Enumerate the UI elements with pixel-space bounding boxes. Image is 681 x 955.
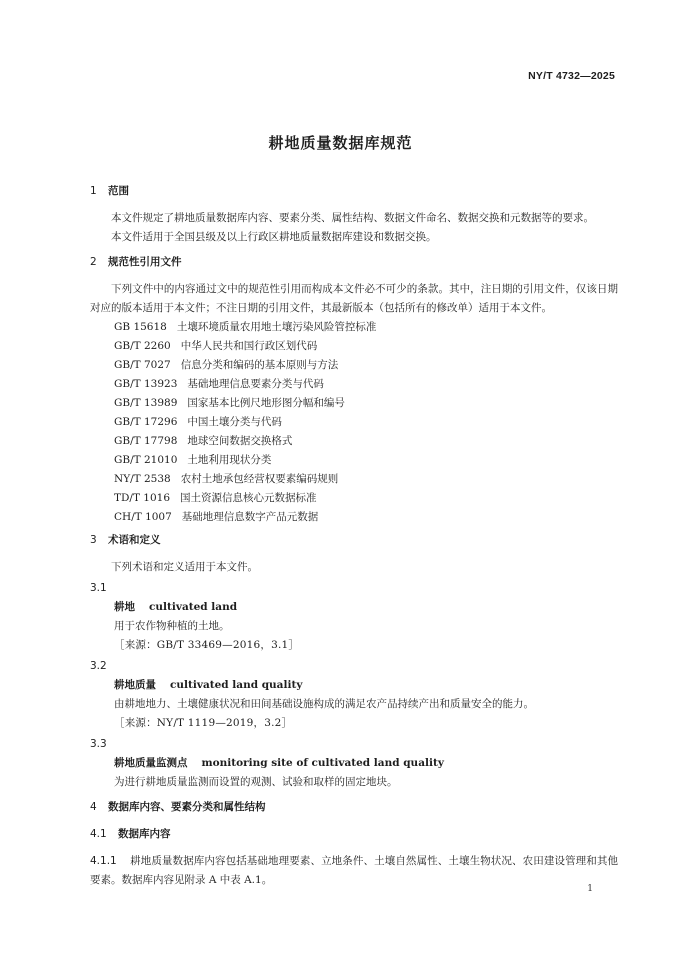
term-entry — [90, 598, 618, 655]
term-english: cultivated land quality — [170, 679, 303, 691]
reference-code: TD/T 1016 — [114, 492, 171, 504]
term-english: cultivated land — [149, 601, 238, 613]
reference-title: 基础地理信息要素分类与代码 — [187, 378, 324, 390]
term-english: monitoring site of cultivated land quality — [201, 757, 444, 769]
subsection-title: 数据库内容 — [118, 828, 171, 840]
reference-title: 中国土壤分类与代码 — [187, 416, 282, 428]
reference-title: 土壤环境质量农用地土壤污染风险管控标准 — [176, 321, 377, 333]
term-number: 3.1 — [90, 582, 107, 594]
clause-paragraph — [90, 852, 618, 890]
term-source: ［来源：NY/T 1119—2019，3.2］ — [114, 717, 293, 729]
section-heading-database-content — [90, 798, 618, 817]
section-number: 3 — [90, 534, 97, 546]
references-intro: 下列文件中的内容通过文中的规范性引用而构成本文件必不可少的条款。其中，注日期的引用文件，仅该日期对应的版本适用于本文件；不注日期的引用文件，其最新版本（包括所有的修改单）适用于本文件。 — [90, 283, 618, 314]
document-title: 耕地质量数据库规范 — [268, 134, 413, 152]
scope-paragraph-1: 本文件规定了耕地质量数据库内容、要素分类、属性结构、数据文件命名、数据交换和元数据等的要求。 — [111, 212, 594, 224]
subsection-heading — [90, 825, 618, 844]
terms-intro: 下列术语和定义适用于本文件。 — [111, 561, 258, 573]
reference-item — [90, 413, 618, 432]
reference-list — [90, 318, 618, 527]
reference-code: GB/T 13989 — [114, 397, 178, 409]
section-number: 4 — [90, 801, 97, 813]
term-definition: 为进行耕地质量监测而设置的观测、试验和取样的固定地块。 — [114, 776, 398, 788]
term-source: ［来源：GB/T 33469—2016，3.1］ — [114, 639, 300, 651]
reference-item — [90, 470, 618, 489]
term-number: 3.2 — [90, 660, 107, 672]
reference-code: GB/T 2260 — [114, 340, 171, 352]
reference-item — [90, 356, 618, 375]
scope-paragraph-2: 本文件适用于全国县级及以上行政区耕地质量数据库建设和数据交换。 — [111, 231, 437, 243]
section-title: 规范性引用文件 — [108, 256, 182, 268]
reference-item — [90, 432, 618, 451]
reference-item — [90, 451, 618, 470]
reference-title: 农村土地承包经营权要素编码规则 — [180, 473, 339, 485]
clause-number: 4.1.1 — [90, 855, 117, 867]
document-body — [90, 178, 618, 890]
reference-code: GB/T 21010 — [114, 454, 178, 466]
term-definition: 用于农作物种植的土地。 — [114, 620, 230, 632]
reference-title: 土地利用现状分类 — [187, 454, 272, 466]
reference-item — [90, 489, 618, 508]
clause-text: 耕地质量数据库内容包括基础地理要素、立地条件、土壤自然属性、土壤生物状况、农田建设管理和其他要素。数据库内容见附录 A 中表 A.1。 — [90, 855, 618, 886]
section-title: 范围 — [108, 185, 129, 197]
term-name: 耕地质量 — [114, 679, 156, 691]
reference-item — [90, 375, 618, 394]
section-title: 数据库内容、要素分类和属性结构 — [108, 801, 266, 813]
term-entry — [90, 754, 618, 792]
reference-item — [90, 394, 618, 413]
section-heading-terms — [90, 531, 618, 550]
term-number: 3.3 — [90, 738, 107, 750]
reference-item — [90, 508, 618, 527]
reference-title: 地球空间数据交换格式 — [187, 435, 293, 447]
term-name: 耕地 — [114, 601, 135, 613]
section-heading-scope — [90, 182, 618, 201]
reference-code: GB 15618 — [114, 321, 167, 333]
reference-code: NY/T 2538 — [114, 473, 171, 485]
term-entry — [90, 676, 618, 733]
section-number: 1 — [90, 185, 97, 197]
term-name: 耕地质量监测点 — [114, 757, 188, 769]
reference-title: 信息分类和编码的基本原则与方法 — [180, 359, 339, 371]
reference-code: GB/T 13923 — [114, 378, 178, 390]
page-number: 1 — [587, 884, 593, 894]
subsection-number: 4.1 — [90, 828, 107, 840]
reference-title: 基础地理信息数字产品元数据 — [181, 511, 319, 523]
reference-code: CH/T 1007 — [114, 511, 172, 523]
reference-title: 国土资源信息核心元数据标准 — [180, 492, 317, 504]
reference-title: 中华人民共和国行政区划代码 — [180, 340, 318, 352]
reference-code: GB/T 7027 — [114, 359, 171, 371]
reference-code: GB/T 17296 — [114, 416, 178, 428]
section-heading-normative-references — [90, 253, 618, 272]
reference-item — [90, 337, 618, 356]
document-code: NY/T 4732—2025 — [528, 70, 615, 82]
reference-code: GB/T 17798 — [114, 435, 178, 447]
term-definition: 由耕地地力、土壤健康状况和田间基础设施构成的满足农产品持续产出和质量安全的能力。 — [114, 698, 534, 710]
section-title: 术语和定义 — [108, 534, 161, 546]
section-number: 2 — [90, 256, 97, 268]
reference-title: 国家基本比例尺地形图分幅和编号 — [187, 397, 345, 409]
reference-item — [90, 318, 618, 337]
